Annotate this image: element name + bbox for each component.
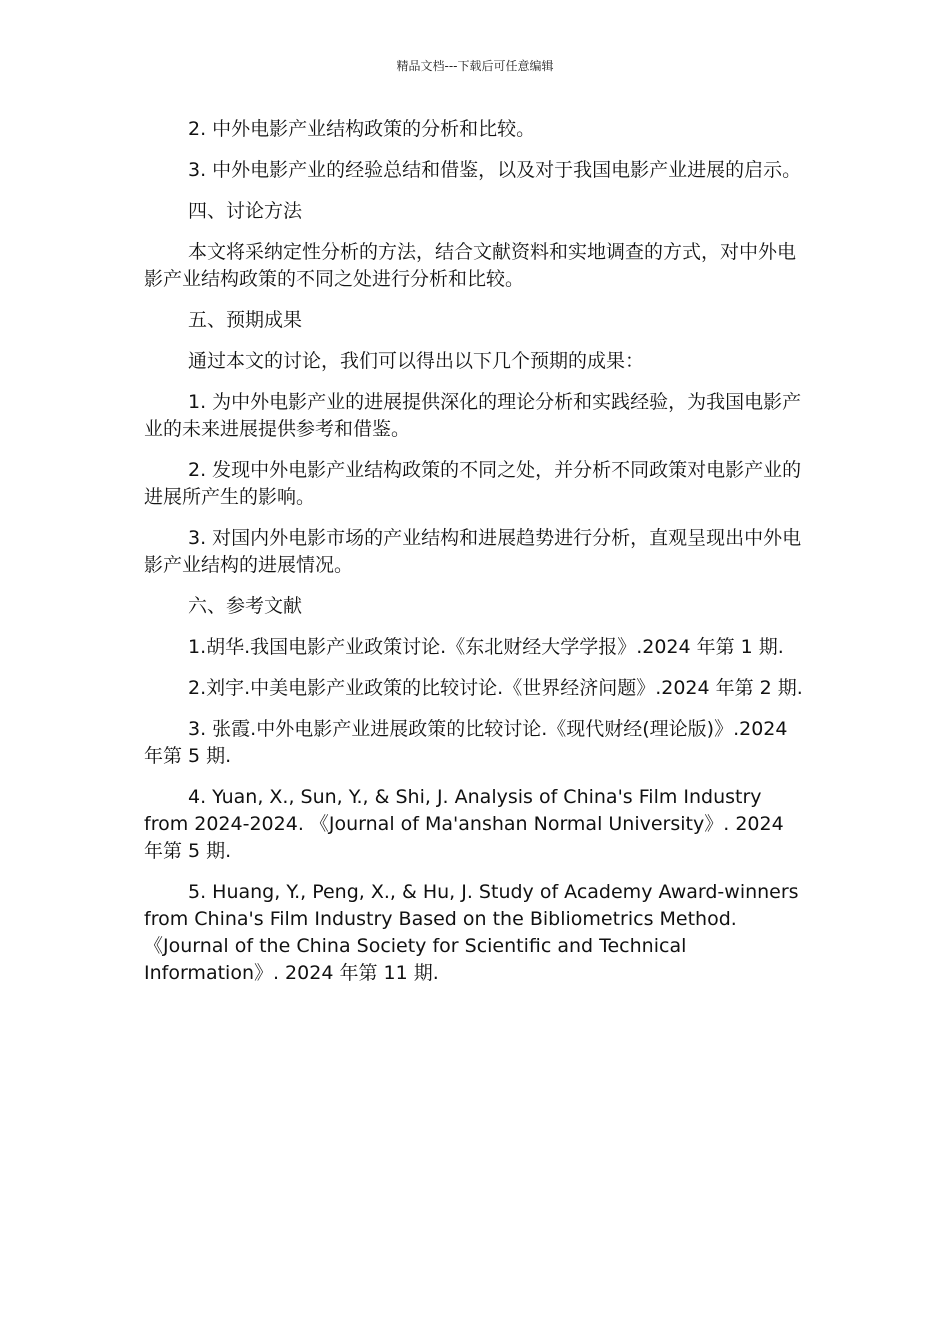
reference-item-4: 4. Yuan, X., Sun, Y., & Shi, J. Analysis of China's Film Industry from 2024-2024. 《Journal of Ma'anshan Normal University》. 2024 年第 5 期. xyxy=(144,786,784,862)
expected-results-intro: 通过本文的讨论，我们可以得出以下几个预期的成果： xyxy=(188,350,645,372)
document-body xyxy=(144,116,806,1001)
list-item-result-2: 2. 发现中外电影产业结构政策的不同之处，并分析不同政策对电影产业的进展所产生的影响。 xyxy=(144,459,802,508)
reference-item-3: 3. 张霞.中外电影产业进展政策的比较讨论.《现代财经(理论版)》.2024 年第 5 期. xyxy=(144,718,788,767)
list-item-policy-comparison: 2. 中外电影产业结构政策的分析和比较。 xyxy=(188,118,536,140)
reference-item-5: 5. Huang, Y., Peng, X., & Hu, J. Study of Academy Award-winners from China's Film Industry Based on the Bibliometrics Method. 《Journal of the China Society for Scientific and Technical Information》. 2024 年第 11 期. xyxy=(144,881,799,984)
list-item-result-1: 1. 为中外电影产业的进展提供深化的理论分析和实践经验，为我国电影产业的未来进展提供参考和借鉴。 xyxy=(144,391,802,440)
section-heading-methods: 四、讨论方法 xyxy=(188,200,303,222)
section-heading-expected-results: 五、预期成果 xyxy=(188,309,303,331)
section-heading-references: 六、参考文献 xyxy=(188,595,303,617)
reference-item-2: 2.刘宇.中美电影产业政策的比较讨论.《世界经济问题》.2024 年第 2 期. xyxy=(188,677,803,699)
methods-paragraph: 本文将采纳定性分析的方法，结合文献资料和实地调查的方式，对中外电影产业结构政策的不同之处进行分析和比较。 xyxy=(144,241,797,290)
reference-item-1: 1.胡华.我国电影产业政策讨论.《东北财经大学学报》.2024 年第 1 期. xyxy=(188,636,784,658)
list-item-experience-summary: 3. 中外电影产业的经验总结和借鉴，以及对于我国电影产业进展的启示。 xyxy=(188,159,802,181)
list-item-result-3: 3. 对国内外电影市场的产业结构和进展趋势进行分析，直观呈现出中外电影产业结构的进展情况。 xyxy=(144,527,802,576)
page-header: 精品文档---下载后可任意编辑 xyxy=(396,59,554,73)
